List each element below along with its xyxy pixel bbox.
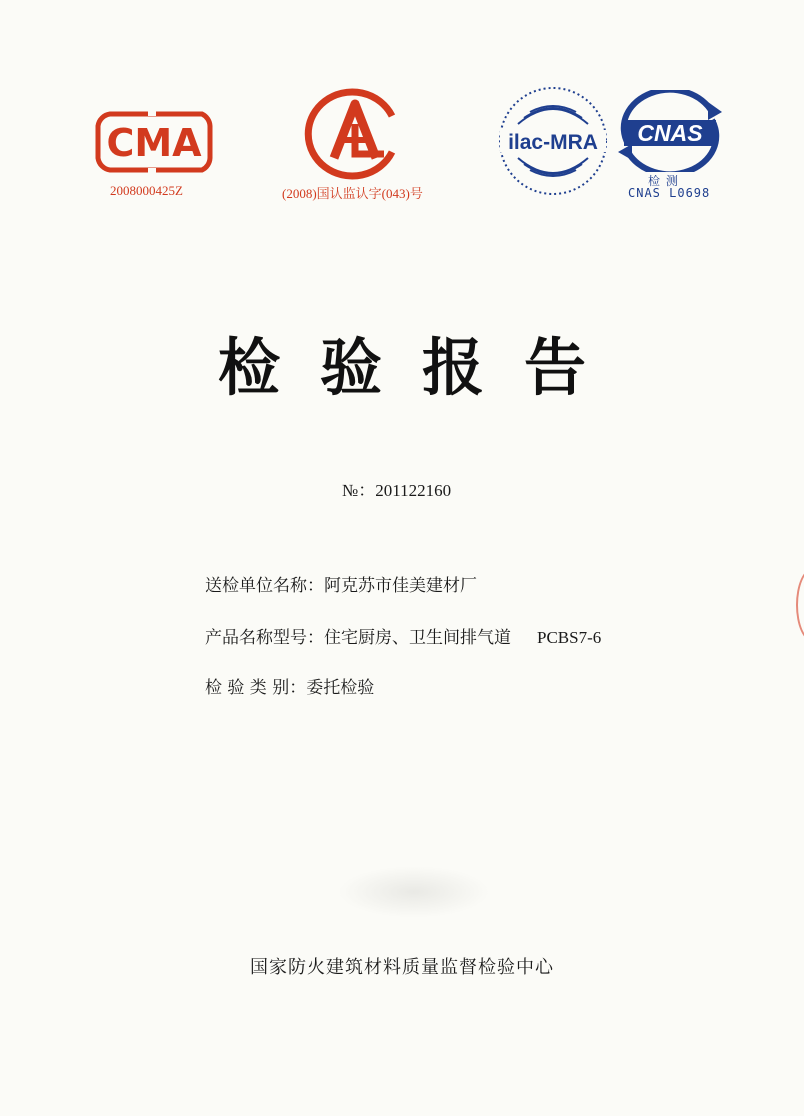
field-submitting-unit	[205, 571, 477, 596]
field-value: 住宅厨房、卫生间排气道	[324, 628, 511, 648]
cnas-logo	[614, 90, 726, 172]
product-model: PCBS7-6	[537, 628, 602, 647]
cnas-logo-text: CNAS	[637, 120, 703, 146]
cnas-caption-line1: 检 测	[648, 174, 679, 188]
issuing-organization: 国家防火建筑材料质量监督检验中心	[250, 957, 554, 978]
cma-certificate-number: 2008000425Z	[110, 183, 183, 198]
cal-logo	[300, 88, 410, 180]
field-label: 产品名称型号：	[205, 628, 324, 648]
field-product-name-model	[205, 623, 601, 648]
field-inspection-type	[205, 673, 374, 698]
ilac-mra-logo	[496, 84, 610, 198]
report-title: 检验报告	[217, 331, 626, 404]
cma-logo-text: CMA	[106, 121, 202, 165]
field-value: 委托检验	[306, 678, 375, 698]
report-number	[342, 476, 451, 501]
cnas-accreditation-number: CNAS L0698	[628, 186, 711, 200]
cal-certificate-number: (2008)国认监认字(043)号	[282, 186, 423, 201]
ilac-logo-text: ilac-MRA	[508, 131, 598, 154]
edge-seal-mark	[796, 568, 804, 642]
report-number-value: 201122160	[375, 481, 452, 500]
field-label: 检 验 类 别：	[205, 678, 307, 698]
cma-logo	[92, 106, 216, 178]
faded-stamp	[338, 866, 490, 918]
field-value: 阿克苏市佳美建材厂	[324, 576, 477, 596]
field-label: 送检单位名称：	[205, 576, 324, 596]
report-number-label: №：	[342, 481, 376, 500]
